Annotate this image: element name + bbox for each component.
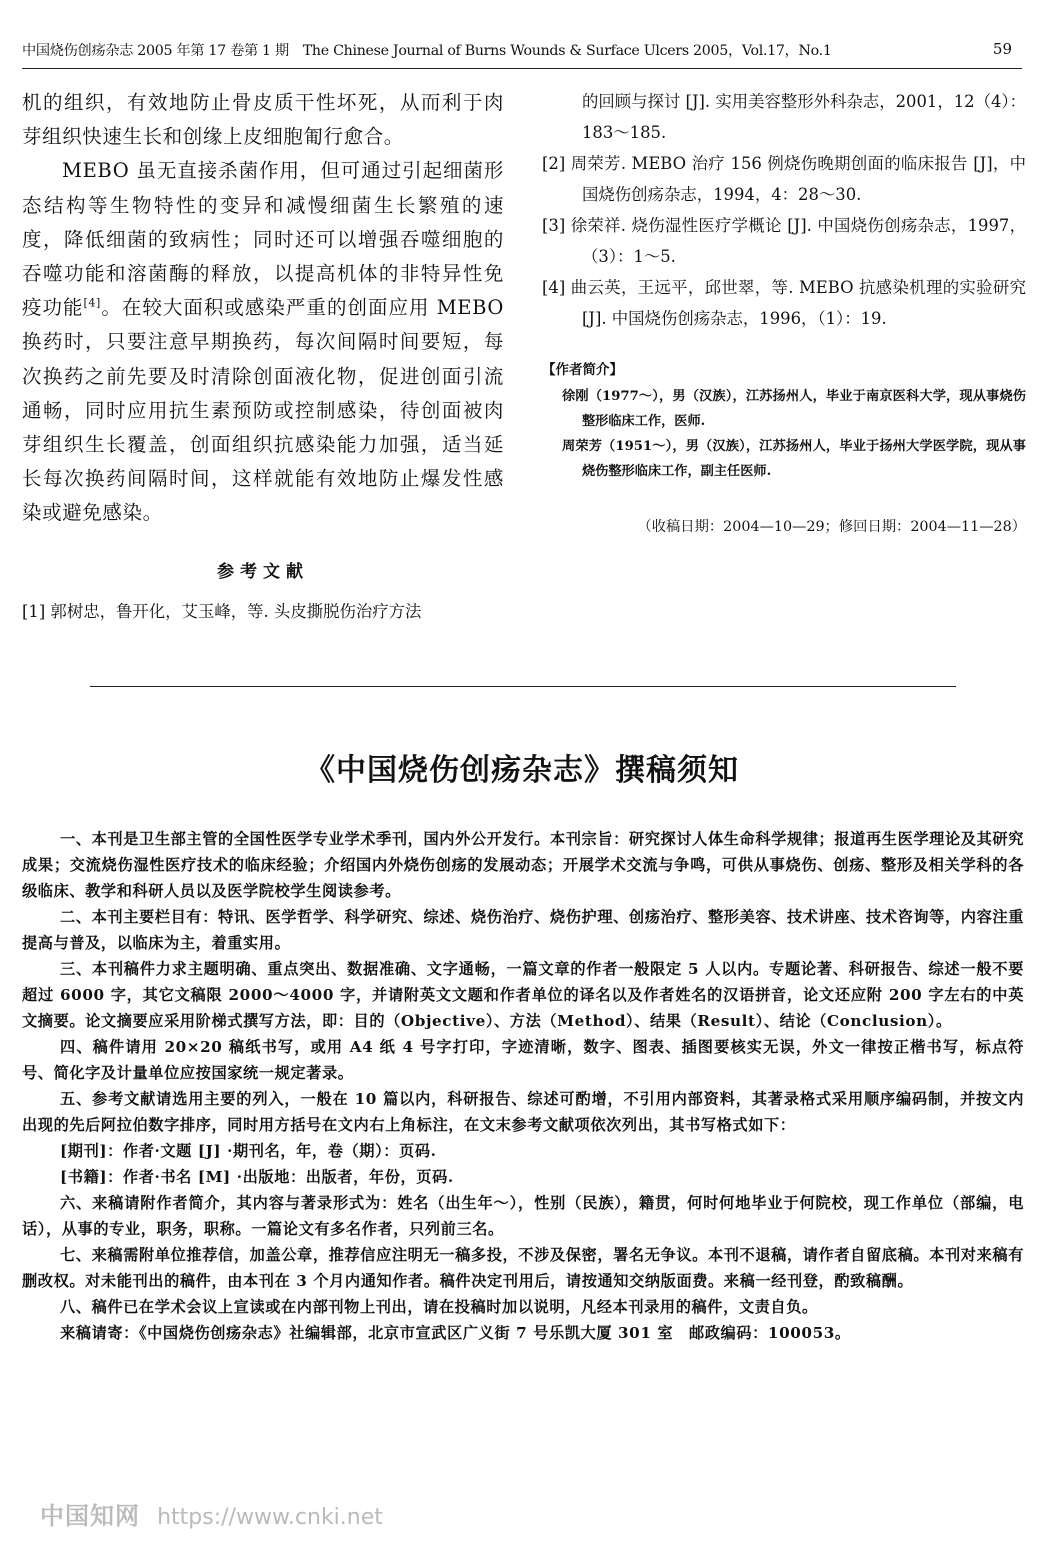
section-divider [90, 686, 956, 687]
submission-notice [22, 826, 1024, 1346]
author-intro-heading: 【作者简介】 [542, 362, 623, 378]
running-header [22, 38, 1022, 69]
reference-4: [4] 曲云英，王远平，邱世翠，等. MEBO 抗感染机理的实验研究 [J]. 中国烧伤创疡杂志，1996，（1）：19. [542, 278, 1026, 328]
reference-3: [3] 徐荣祥. 烧伤湿性医疗学概论 [J]. 中国烧伤创疡杂志，1997，（3）：1～5. [542, 216, 1026, 266]
body-paragraph-2 [22, 154, 504, 530]
notice-title: 《中国烧伤创疡杂志》撰稿须知 [305, 753, 739, 788]
citation-format-journal: [期刊]：作者·文题 [J] ·期刊名，年，卷（期）：页码. [60, 1142, 437, 1160]
mailing-address: 来稿请寄：《中国烧伤创疡杂志》社编辑部，北京市宣武区广义街 7 号乐凯大厦 301 室 邮政编码：100053。 [60, 1324, 851, 1342]
body-paragraph-2-part1: MEBO 虽无直接杀菌作用，但可通过引起细菌形态结构等生物特性的变异和减慢细菌生长繁殖的速度，降低细菌的致病性；同时还可以增强吞噬细胞的吞噬功能和溶菌酶的释放，以提高机体的非特异性免疫功能 [22, 159, 504, 320]
reference-1-continued: 的回顾与探讨 [J]. 实用美容整形外科杂志，2001，12（4）：183～185. [582, 92, 1026, 142]
body-paragraph-1: 机的组织，有效地防止骨皮质干性坏死，从而利于肉芽组织快速生长和创缘上皮细胞匍行愈合。 [22, 91, 504, 149]
citation-format-book: [书籍]：作者·书名 [M] ·出版地：出版者，年份，页码. [60, 1168, 454, 1186]
reference-2: [2] 周荣芳. MEBO 治疗 156 例烧伤晚期创面的临床报告 [J]，中国烧伤创疡杂志，1994，4：28～30. [542, 154, 1026, 204]
cnki-watermark [40, 1496, 383, 1531]
notice-item-2: 二、本刊主要栏目有：特讯、医学哲学、科学研究、综述、烧伤治疗、烧伤护理、创疡治疗、整形美容、技术讲座、技术咨询等，内容注重提高与普及，以临床为主，着重实用。 [22, 908, 1024, 952]
notice-item-8: 八、稿件已在学术会议上宣读或在内部刊物上刊出，请在投稿时加以说明，凡经本刊录用的稿件，文责自负。 [60, 1298, 818, 1316]
author-bio-1: 徐刚（1977～），男（汉族），江苏扬州人，毕业于南京医科大学，现从事烧伤整形临床工作，医师. [562, 389, 1026, 429]
citation-4: [4] [83, 296, 101, 310]
notice-item-1: 一、本刊是卫生部主管的全国性医学专业学术季刊，国内外公开发行。本刊宗旨：研究探讨人体生命科学规律；报道再生医学理论及其研究成果；交流烧伤湿性医疗技术的临床经验；介绍国内外烧伤创疡的发展动态；开展学术交流与争鸣，可供从事烧伤、创疡、整形及相关学科的各级临床、教学和科研人员以及医学院校学生阅读参考。 [22, 830, 1024, 900]
journal-line: 中国烧伤创疡杂志 2005 年第 17 卷第 1 期 The Chinese Journal of Burns Wounds & Surface Ulcers 2005，Vol.17，No.1 [22, 43, 832, 59]
notice-item-6: 六、来稿请附作者简介，其内容与著录形式为：姓名（出生年～），性别（民族），籍贯，何时何地毕业于何院校，现工作单位（部编，电话），从事的专业，职务，职称。一篇论文有多名作者，只列前三名。 [22, 1194, 1024, 1238]
reference-1-start: [1] 郭树忠，鲁开化，艾玉峰，等. 头皮撕脱伤治疗方法 [22, 601, 422, 621]
right-column [542, 86, 1026, 536]
left-column [22, 86, 504, 627]
notice-item-5: 五、参考文献请选用主要的列入，一般在 10 篇以内，科研报告、综述可酌增，不引用内部资料，其著录格式采用顺序编码制，并按文内出现的先后阿拉伯数字排序，同时用方括号在文内右上角标注，在文末参考文献项依次列出，其书写格式如下： [22, 1090, 1024, 1134]
page-number: 59 [992, 40, 1012, 58]
reference-list [542, 86, 1026, 334]
author-bio-2: 周荣芳（1951～），男（汉族），江苏扬州人，毕业于扬州大学医学院，现从事烧伤整形临床工作，副主任医师. [562, 439, 1026, 479]
watermark-name: 中国知网 [40, 1502, 140, 1530]
references-heading: 参考文献 [217, 561, 309, 582]
notice-item-3: 三、本刊稿件力求主题明确、重点突出、数据准确、文字通畅，一篇文章的作者一般限定 5 人以内。专题论著、科研报告、综述一般不要超过 6000 字，其它文稿限 2000～4000 字，并请附英文文题和作者单位的译名以及作者姓名的汉语拼音，论文还应附 200 字左右的中英文摘要。论文摘要应采用阶梯式撰写方法，即：目的（Objective）、方法（Method）、结果（Result）、结论（Conclusion）。 [22, 960, 1024, 1030]
received-dates: （收稿日期：2004—10—29；修回日期：2004—11—28） [637, 519, 1026, 535]
notice-item-7: 七、来稿需附单位推荐信，加盖公章，推荐信应注明无一稿多投，不涉及保密，署名无争议。本刊不退稿，请作者自留底稿。本刊对来稿有删改权。对未能刊出的稿件，由本刊在 3 个月内通知作者。稿件决定刊用后，请按通知交纳版面费。来稿一经刊登，酌致稿酬。 [22, 1246, 1024, 1290]
notice-item-4: 四、稿件请用 20×20 稿纸书写，或用 A4 纸 4 号字打印，字迹清晰，数字、图表、插图要核实无误，外文一律按正楷书写，标点符号、简化字及计量单位应按国家统一规定著录。 [22, 1038, 1024, 1082]
watermark-url: https://www.cnki.net [157, 1505, 383, 1530]
body-paragraph-2-part2: 。在较大面积或感染严重的创面应用 MEBO 换药时，只要注意早期换药，每次间隔时间要短，每次换药之前先要及时清除创面液化物，促进创面引流通畅，同时应用抗生素预防或控制感染，待创面被肉芽组织生长覆盖，创面组织抗感染能力加强，适当延长每次换药间隔时间，这样就能有效地防止爆发性感染或避免感染。 [22, 296, 504, 525]
